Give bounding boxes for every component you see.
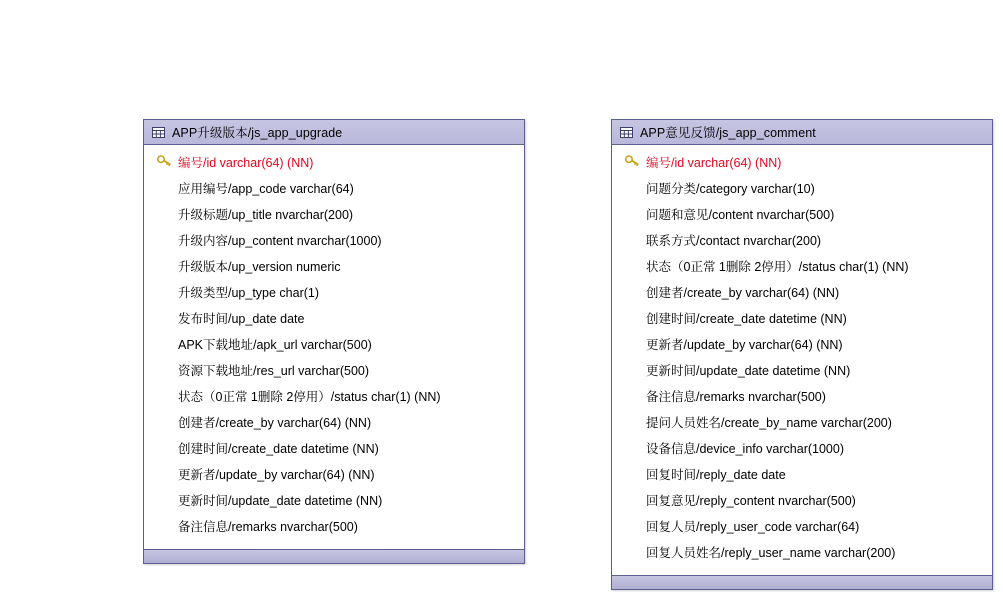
- attribute-text: 状态（0正常 1删除 2停用）/status char(1) (NN): [178, 390, 441, 404]
- attribute-text: 设备信息/device_info varchar(1000): [646, 442, 844, 456]
- attribute-text: 更新者/update_by varchar(64) (NN): [178, 468, 375, 482]
- attribute-text: 资源下载地址/res_url varchar(500): [178, 364, 370, 378]
- attribute-text: 编号/id varchar(64) (NN): [178, 156, 314, 170]
- attribute-row[interactable]: [612, 203, 992, 229]
- attribute-key-spacer: [618, 413, 646, 414]
- attribute-row[interactable]: [144, 437, 524, 463]
- attribute-text: 升级内容/up_content nvarchar(1000): [178, 234, 382, 248]
- attribute-text: 回复时间/reply_date date: [646, 468, 786, 482]
- attribute-key-spacer: [618, 205, 646, 206]
- attribute-text: 创建者/create_by varchar(64) (NN): [646, 286, 840, 300]
- attribute-text: APK下载地址/apk_url varchar(500): [178, 338, 372, 352]
- attribute-row[interactable]: [612, 359, 992, 385]
- attribute-row[interactable]: [144, 255, 524, 281]
- attribute-key-spacer: [150, 439, 178, 440]
- attribute-row[interactable]: [612, 177, 992, 203]
- entity-attribute-list: [612, 145, 992, 575]
- attribute-text: 更新时间/update_date datetime (NN): [178, 494, 383, 508]
- attribute-row[interactable]: [612, 411, 992, 437]
- attribute-key-spacer: [150, 465, 178, 466]
- attribute-row[interactable]: [612, 255, 992, 281]
- attribute-text: 状态（0正常 1删除 2停用）/status char(1) (NN): [646, 260, 909, 274]
- attribute-row[interactable]: [144, 515, 524, 541]
- attribute-row[interactable]: [144, 385, 524, 411]
- attribute-key-spacer: [150, 231, 178, 232]
- entity-title: APP意见反馈/js_app_comment: [640, 126, 816, 140]
- attribute-text: 创建者/create_by varchar(64) (NN): [178, 416, 372, 430]
- attribute-key-spacer: [618, 517, 646, 518]
- attribute-text: 应用编号/app_code varchar(64): [178, 182, 354, 196]
- attribute-key-spacer: [150, 309, 178, 310]
- attribute-key-spacer: [618, 543, 646, 544]
- entity-title: APP升级版本/js_app_upgrade: [172, 126, 343, 140]
- entity-table-js_app_comment[interactable]: [611, 119, 993, 590]
- attribute-key-spacer: [150, 283, 178, 284]
- attribute-row[interactable]: [612, 307, 992, 333]
- attribute-text: 创建时间/create_date datetime (NN): [178, 442, 379, 456]
- attribute-text: 编号/id varchar(64) (NN): [646, 156, 782, 170]
- attribute-row[interactable]: [612, 489, 992, 515]
- attribute-key-spacer: [150, 517, 178, 518]
- attribute-text: 备注信息/remarks nvarchar(500): [178, 520, 358, 534]
- primary-key-icon: [618, 153, 646, 167]
- entity-footer: [612, 575, 992, 589]
- attribute-key-spacer: [150, 387, 178, 388]
- attribute-text: 升级类型/up_type char(1): [178, 286, 320, 300]
- attribute-text: 升级标题/up_title nvarchar(200): [178, 208, 354, 222]
- attribute-row[interactable]: [612, 281, 992, 307]
- attribute-text: 更新时间/update_date datetime (NN): [646, 364, 851, 378]
- attribute-text: 问题分类/category varchar(10): [646, 182, 815, 196]
- attribute-row[interactable]: [144, 463, 524, 489]
- attribute-text: 问题和意见/content nvarchar(500): [646, 208, 835, 222]
- attribute-text: 发布时间/up_date date: [178, 312, 305, 326]
- attribute-row[interactable]: [144, 177, 524, 203]
- entity-footer: [144, 549, 524, 563]
- attribute-text: 创建时间/create_date datetime (NN): [646, 312, 847, 326]
- attribute-key-spacer: [618, 283, 646, 284]
- attribute-row[interactable]: [612, 385, 992, 411]
- attribute-row[interactable]: [144, 229, 524, 255]
- attribute-row[interactable]: [144, 359, 524, 385]
- attribute-key-spacer: [618, 439, 646, 440]
- attribute-row[interactable]: [144, 489, 524, 515]
- table-icon: [620, 127, 633, 138]
- attribute-key-spacer: [618, 179, 646, 180]
- attribute-text: 提问人员姓名/create_by_name varchar(200): [646, 416, 892, 430]
- attribute-key-spacer: [150, 491, 178, 492]
- attribute-key-spacer: [618, 361, 646, 362]
- attribute-row[interactable]: [612, 515, 992, 541]
- attribute-key-spacer: [618, 491, 646, 492]
- attribute-key-spacer: [150, 257, 178, 258]
- entity-table-js_app_upgrade[interactable]: [143, 119, 525, 564]
- attribute-row[interactable]: [612, 333, 992, 359]
- attribute-key-spacer: [618, 335, 646, 336]
- attribute-row[interactable]: [144, 411, 524, 437]
- attribute-row[interactable]: [144, 203, 524, 229]
- attribute-text: 更新者/update_by varchar(64) (NN): [646, 338, 843, 352]
- attribute-row[interactable]: [612, 541, 992, 567]
- attribute-row[interactable]: [144, 307, 524, 333]
- entity-attribute-list: [144, 145, 524, 549]
- attribute-key-spacer: [618, 465, 646, 466]
- attribute-key-spacer: [618, 387, 646, 388]
- attribute-key-spacer: [150, 205, 178, 206]
- attribute-text: 联系方式/contact nvarchar(200): [646, 234, 822, 248]
- attribute-key-spacer: [618, 257, 646, 258]
- attribute-row[interactable]: [612, 151, 992, 177]
- attribute-key-spacer: [150, 361, 178, 362]
- attribute-row[interactable]: [144, 333, 524, 359]
- attribute-row[interactable]: [144, 151, 524, 177]
- attribute-row[interactable]: [612, 437, 992, 463]
- attribute-key-spacer: [618, 309, 646, 310]
- attribute-key-spacer: [150, 335, 178, 336]
- attribute-text: 升级版本/up_version numeric: [178, 260, 341, 274]
- attribute-text: 备注信息/remarks nvarchar(500): [646, 390, 826, 404]
- attribute-text: 回复人员/reply_user_code varchar(64): [646, 520, 860, 534]
- attribute-row[interactable]: [144, 281, 524, 307]
- entity-header[interactable]: [612, 120, 992, 145]
- attribute-row[interactable]: [612, 463, 992, 489]
- attribute-text: 回复意见/reply_content nvarchar(500): [646, 494, 856, 508]
- entity-header[interactable]: [144, 120, 524, 145]
- attribute-key-spacer: [618, 231, 646, 232]
- table-icon: [152, 127, 165, 138]
- attribute-key-spacer: [150, 413, 178, 414]
- attribute-key-spacer: [150, 179, 178, 180]
- attribute-text: 回复人员姓名/reply_user_name varchar(200): [646, 546, 896, 560]
- primary-key-icon: [150, 153, 178, 167]
- attribute-row[interactable]: [612, 229, 992, 255]
